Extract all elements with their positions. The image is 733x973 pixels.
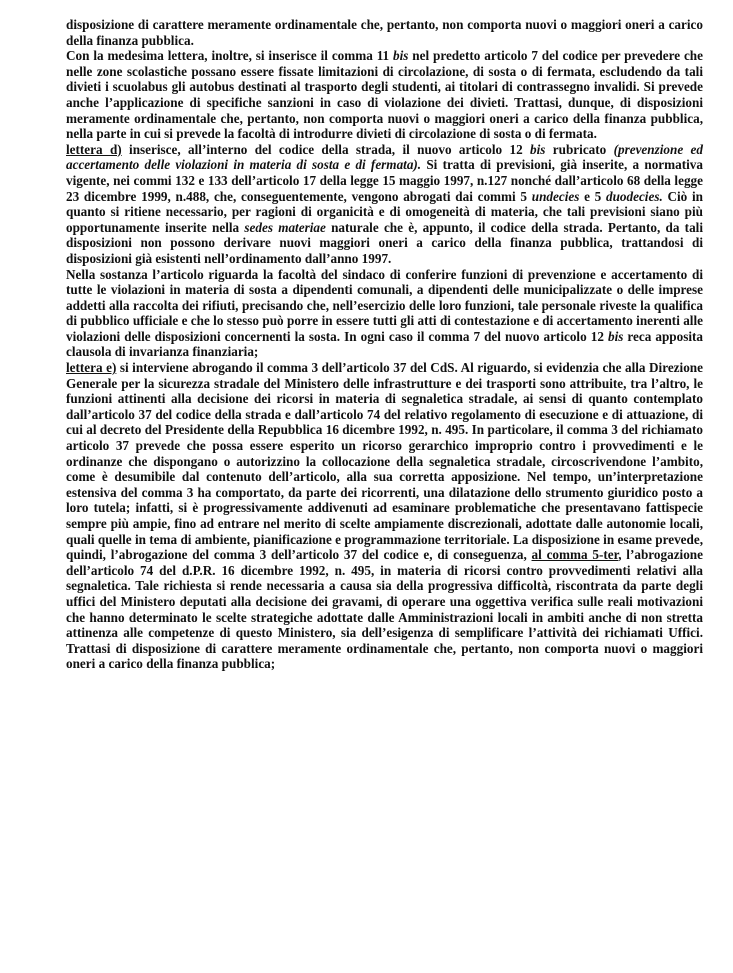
paragraph-2 <box>66 48 703 142</box>
paragraph-lettera-e <box>66 360 703 672</box>
sostanza-bis: bis <box>607 328 624 344</box>
paragraph-1 <box>66 17 703 48</box>
lettera-d-bis: bis <box>530 141 546 157</box>
paragraph-2-text-b: nel predetto articolo 7 del codice per prevedere che nelle zone scolastiche possano essere fissate limitazioni di circolazione, di sosta o di fermata, escludendo da tali divieti i scuolabus gli autobus destinati al trasporto degli studenti, ai titolari di contrassegno invalidi. Si prevede anche l’applicazione di specifiche sanzioni in caso di violazione dei divieti. Trattasi, dunque, di disposizioni meramente ordinamentale che, pertanto, non comporta nuovi o maggiori oneri a carico della finanza pubblica, nella parte in cui si prevede la facoltà di introdurre divieti di circolazione di sosta o di fermata. <box>66 48 703 142</box>
paragraph-2-text-a: Con la medesima lettera, inoltre, si inserisce il comma 11 <box>66 48 394 64</box>
lettera-e-label: lettera e) <box>66 360 117 376</box>
lettera-d-undecies: undecies <box>531 188 580 204</box>
paragraph-lettera-d <box>66 142 703 267</box>
lettera-e-comma-5ter: al comma 5-ter <box>531 547 619 563</box>
lettera-d-text-e: Ciò in quanto si ritiene necessario, per ragioni di organicità e di omogeneità di materia, che tali previsioni siano più opportunamente inserite nella <box>66 188 703 235</box>
lettera-e-text-a: si interviene abrogando il comma 3 dell’articolo 37 del CdS. Al riguardo, si evidenzia che alla Direzione Generale per la sicurezza stradale del Ministero delle infrastrutture e dei trasporti sono attribuite, tra l’altro, le funzioni attinenti alla decisione dei ricorsi in materia di segnaletica stradale, ai sensi di quanto contemplato dall’articolo 37 del codice della strada e dall’articolo 74 del relativo regolamento di esecuzione e di attuazione, di cui al decreto del Presidente della Repubblica 16 dicembre 1992, n. 495. In particolare, il comma 3 del richiamato articolo 37 prevede che possa essere esperito un ricorso gerarchico improprio contro i provvedimenti e le ordinanze che dispongano o autorizzino la collocazione della segnaletica stradale, circoscrivendone l’ambito, come è desumibile dal contenuto dell’articolo, alla sua corretta apposizione. Nel tempo, un’interpretazione estensiva del comma 3 ha comportato, da parte dei ricorrenti, una dilatazione dello strumento giuridico posto a loro tutela; infatti, si è progressivamente addivenuti ad esaminare problematiche che presentavano fattispecie sempre più ampie, fino ad entrare nel merito di scelte ampiamente discrezionali, adottate dalle autonomie locali, quali quelle in tema di ambiente, pianificazione e programmazione territoriale. La disposizione in esame prevede, quindi, l’abrogazione del comma 3 dell’articolo 37 del codice e, di conseguenza, <box>66 360 703 563</box>
document-page <box>66 17 703 672</box>
lettera-d-text-c: Si tratta di previsioni, già inserite, a normativa vigente, nei commi 132 e 133 dell’articolo 17 della legge 15 maggio 1997, n.127 nonché dall’articolo 68 della legge 23 dicembre 1999, n.488, che, conseguentemente, vengono abrogati dai commi 5 <box>66 157 703 204</box>
paragraph-2-bis: bis <box>393 48 409 64</box>
lettera-d-text-d: e 5 <box>579 188 606 204</box>
lettera-d-rubric: (prevenzione ed accertamento delle violazioni in materia di sosta e di fermata). <box>66 141 703 173</box>
paragraph-1-text: disposizione di carattere meramente ordinamentale che, pertanto, non comporta nuovi o maggiori oneri a carico della finanza pubblica. <box>66 17 703 48</box>
lettera-d-label: lettera d) <box>66 141 122 157</box>
sostanza-text-a: Nella sostanza l’articolo riguarda la facoltà del sindaco di conferire funzioni di prevenzione e accertamento di tutte le violazioni in materia di sosta a dipendenti comunali, a dipendenti delle municipalizzate o delle imprese addetti alla raccolta dei rifiuti, precisando che, nell’esercizio delle loro funzioni, tale personale riveste la qualifica di pubblico ufficiale e che lo stesso può porre in essere tutti gli atti di contestazione e di accertamento inerenti alle violazioni delle disposizioni concernenti la sosta. In ogni caso il comma 7 del nuovo articolo 12 <box>66 266 703 344</box>
lettera-e-text-b: , l’abrogazione dell’articolo 74 del d.P.R. 16 dicembre 1992, n. 495, in materia di ricorsi contro provvedimenti relativi alla segnaletica. Tale richiesta si rende necessaria a causa sia della progressiva difficoltà, riscontrata da parte degli uffici del Ministero deputati alla decisione dei gravami, di operare una oggettiva verifica sulle reali motivazioni che hanno determinato le scelte strategiche adottate dalle Amministrazioni locali in ambiti anche di non stretta attinenza alle competenze di questo Ministero, sia dell’esigenza di semplificare l’attività dei richiamati Uffici. Trattasi di disposizione di carattere meramente ordinamentale che, pertanto, non comporta nuovi o maggiori oneri a carico della finanza pubblica; <box>66 547 703 672</box>
lettera-d-duodecies: duodecies. <box>605 188 663 204</box>
lettera-d-text-a: inserisce, all’interno del codice della strada, il nuovo articolo 12 <box>121 141 531 157</box>
lettera-d-text-b: rubricato <box>545 141 614 157</box>
sostanza-text-b: reca apposita clausola di invarianza finanziaria; <box>66 328 703 360</box>
paragraph-sostanza <box>66 267 703 361</box>
lettera-d-sedes-materiae: sedes materiae <box>244 219 326 235</box>
lettera-d-text-f: naturale che è, appunto, il codice della strada. Pertanto, da tali disposizioni non possono derivare nuovi maggiori oneri a carico della finanza pubblica, trattandosi di disposizioni già esistenti nell’ordinamento dall’anno 1997. <box>66 219 703 266</box>
